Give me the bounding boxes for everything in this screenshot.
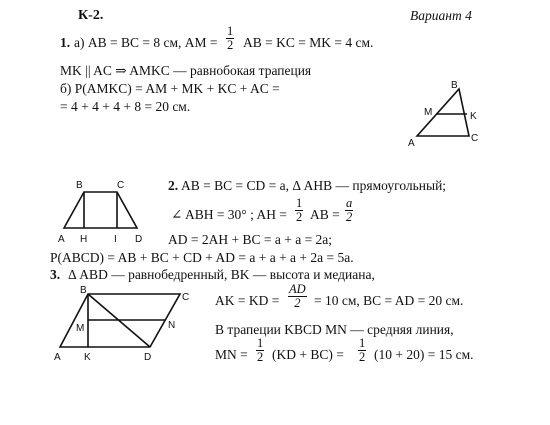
task3-label-m: M [76,323,85,334]
task2-line4: P(ABCD) = AB + BC + CD + AD = a + a + a + 2a = 5a. [50,250,354,265]
fraction-numerator: a [346,196,353,210]
task3-label-n: N [168,320,176,331]
task3-label-d: D [144,352,152,363]
task2-figure [64,192,137,228]
fraction-numerator: 1 [296,196,303,210]
task3-label-b: B [80,285,87,296]
task2-trapezoid [64,192,137,228]
task2-line2-part1: ∠ ABH = 30° ; AH = [171,207,287,222]
task2-label-i: I [114,234,117,245]
task3-line4-part3: (10 + 20) = 15 см. [374,347,474,362]
task1-line2: MK || AC ⇒ AMKC — равнобокая трапеция [60,63,312,78]
task1-label-k: K [470,111,477,122]
fraction-denominator: 2 [288,296,307,310]
task1-label-m: M [424,107,433,118]
worksheet-code: К-2. [78,8,104,23]
fraction-denominator: 2 [359,350,366,364]
task3-label-k: K [84,352,91,363]
task2-line2-part2: AB = [310,207,340,222]
task2-label-b: B [76,180,83,191]
task3-figure [60,294,180,347]
fraction-numerator: 1 [359,336,366,350]
task2-label-h: H [80,234,88,245]
task3-line2-part2: = 10 см, BC = AD = 20 см. [314,293,464,308]
fraction-denominator: 2 [257,350,264,364]
task2-label-d: D [135,234,143,245]
task3-line4-part1: MN = [215,347,248,362]
task1-number: 1. [60,35,71,50]
task2-line1: AB = BC = CD = a, Δ AHB — прямоугольный; [181,178,447,193]
fraction-numerator: 1 [227,24,234,38]
task1-label-b: B [451,80,458,91]
task3-label-c: C [182,292,190,303]
task1-label-a: A [408,138,415,149]
task1-line4: = 4 + 4 + 4 + 8 = 20 см. [60,99,191,114]
task2-label-a: A [58,234,65,245]
task1-line1-part1: а) AB = BC = 8 см, AM = [74,35,218,50]
task1-line1-part2: AB = KC = MK = 4 см. [243,35,374,50]
variant-label: Вариант 4 [410,8,472,23]
fraction-numerator: AD [289,282,306,296]
task2-line3: AD = 2AH + BC = a + a = 2a; [168,232,333,247]
task1-label-c: C [471,133,479,144]
task3-line4-part2: (KD + BC) = [272,347,344,362]
fraction-denominator: 2 [227,38,234,52]
task3-line3: В трапеции KBCD MN — средняя линия, [215,322,454,337]
task3-line1: Δ ABD — равнобедренный, BK — высота и медиана, [68,267,375,282]
task3-line2-part1: AK = KD = [215,293,280,308]
fraction-denominator: 2 [296,210,303,224]
task3-number: 3. [50,267,61,282]
task1-line3: б) P(AMKC) = AM + MK + KC + AC = [60,81,280,96]
task3-label-a: A [54,352,61,363]
fraction-numerator: 1 [257,336,264,350]
task2-number: 2. [168,178,179,193]
task2-label-c: C [117,180,125,191]
fraction-denominator: 2 [346,210,353,224]
